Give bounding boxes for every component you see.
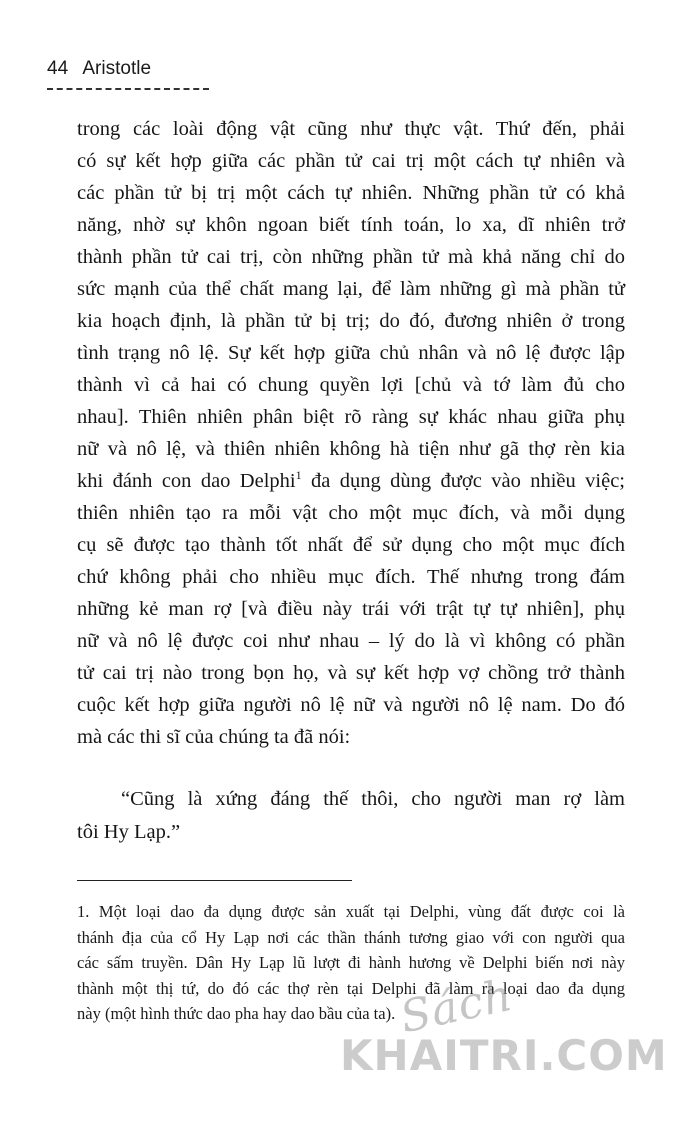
body-paragraph — [77, 113, 625, 753]
watermark-script: Sách — [395, 969, 518, 1044]
footnote-rule — [77, 880, 352, 881]
verse-quote — [77, 783, 625, 849]
body-line: sức mạnh của thể chất mang lại, để làm những gì mà phần tử — [77, 278, 625, 300]
quote-line: tôi Hy Lạp.” — [77, 821, 181, 843]
footnote-line: 1. Một loại dao đa dụng được sản xuất tại Delphi, vùng đất được coi là — [77, 902, 625, 921]
body-line: những kẻ man rợ [và điều này trái với trật tự tự nhiên], phụ — [77, 598, 625, 620]
body-line: cuộc kết hợp giữa người nô lệ nữ và người nô lệ nam. Do đó — [77, 694, 625, 716]
body-line: nữ và nô lệ được coi như nhau – lý do là vì không có phần — [77, 630, 625, 652]
footnote-line: thánh địa của cổ Hy Lạp nơi các thần thánh tương giao với con người qua — [77, 927, 625, 947]
body-line: các phần tử bị trị một cách tự nhiên. Những phần tử có khả — [77, 182, 625, 204]
quote-line: “Cũng là xứng đáng thế thôi, cho người man rợ làm — [121, 788, 625, 810]
body-line: thiên nhiên tạo ra mỗi vật cho một mục đích, và mỗi dụng — [77, 502, 625, 524]
body-line-part: khi đánh con dao Delphi — [77, 470, 296, 492]
footnote-line: này (một hình thức dao pha hay dao bầu của ta). — [77, 1004, 396, 1023]
body-line: năng, nhờ sự khôn ngoan biết tính toán, lo xa, dĩ nhiên trở — [77, 214, 625, 236]
body-line: tử cai trị nào trong bọn họ, và sự kết hợp vợ chồng trở thành — [77, 662, 625, 684]
page-number: 44 — [47, 58, 69, 79]
body-line: cụ sẽ được tạo thành tốt nhất để sử dụng cho một mục đích — [77, 534, 625, 556]
body-line-part: đa dụng dùng được vào nhiều việc; — [301, 470, 625, 492]
body-line: kia hoạch định, là phần tử bị trị; do đó, đương nhiên ở trong — [77, 310, 625, 332]
body-line: nhau]. Thiên nhiên phân biệt rõ ràng sự khác nhau giữa phụ — [77, 406, 625, 428]
running-head — [47, 58, 151, 80]
header-dashed-rule — [47, 88, 209, 90]
body-line: thành phần tử cai trị, còn những phần tử mà khả năng chỉ do — [77, 246, 625, 268]
body-line: mà các thi sĩ của chúng ta đã nói: — [77, 726, 351, 748]
body-line: trong các loài động vật cũng như thực vật. Thứ đến, phải — [77, 118, 625, 140]
footnote-marker: 1 — [295, 468, 302, 483]
body-line: chứ không phải cho nhiều mục đích. Thế nhưng trong đám — [77, 566, 625, 588]
running-title: Aristotle — [82, 58, 152, 79]
body-line: có sự kết hợp giữa các phần tử cai trị một cách tự nhiên và — [77, 150, 625, 172]
body-line: nữ và nô lệ, và thiên nhiên không hà tiện như gã thợ rèn kia — [77, 438, 625, 460]
body-line: tình trạng nô lệ. Sự kết hợp giữa chủ nhân và nô lệ được lập — [77, 342, 625, 364]
body-line: thành vì cả hai có chung quyền lợi [chủ và tớ làm đủ cho — [77, 374, 625, 396]
footnote-line: các sấm truyền. Dân Hy Lạp lũ lượt đi hành hương về Delphi biến nơi này — [77, 953, 625, 972]
body-line-with-footnote — [77, 465, 625, 497]
footnote-line: thành một thị tứ, do đó các thợ rèn tại Delphi đã làm ra loại dao đa dụng — [77, 978, 625, 998]
watermark-brand: KHAITRI.COM — [340, 1031, 668, 1080]
